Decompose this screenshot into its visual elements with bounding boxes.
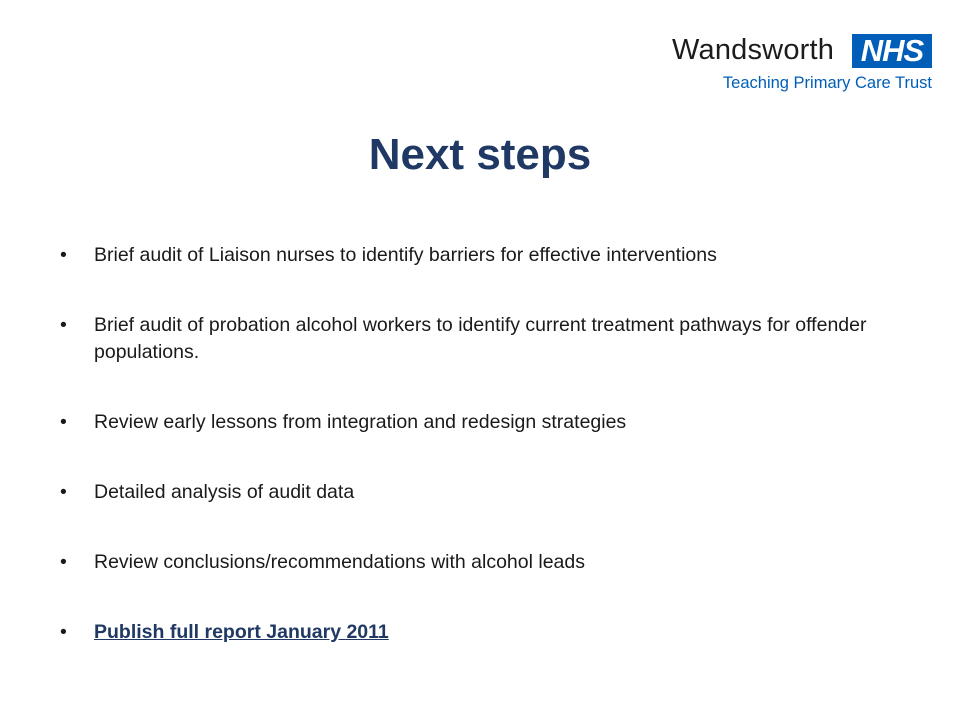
bullet-dot-icon: • <box>60 621 67 643</box>
wandsworth-nhs-logo <box>622 32 932 96</box>
slide-title: Next steps <box>368 130 592 179</box>
nhs-badge-icon: NHS <box>852 34 932 68</box>
bullet-item <box>60 549 890 576</box>
bullet-item <box>60 479 890 506</box>
publish-report-link[interactable]: Publish full report January 2011 <box>94 621 389 643</box>
bullet-text: Detailed analysis of audit data <box>94 481 355 503</box>
bullet-list <box>60 242 890 646</box>
bullet-dot-icon: • <box>60 481 67 503</box>
bullet-dot-icon: • <box>60 411 67 433</box>
bullet-item <box>60 409 890 436</box>
bullet-dot-icon: • <box>60 314 67 336</box>
bullet-item <box>60 619 890 646</box>
bullet-item <box>60 312 890 366</box>
bullet-text: Review early lessons from integration and redesign strategies <box>94 411 627 433</box>
bullet-text: Review conclusions/recommendations with alcohol leads <box>94 551 585 573</box>
bullet-text: Brief audit of Liaison nurses to identify barriers for effective interventions <box>94 244 717 266</box>
bullet-dot-icon: • <box>60 551 67 573</box>
logo-subtitle: Teaching Primary Care Trust <box>722 74 932 92</box>
logo-org-name: Wandsworth <box>672 34 835 66</box>
bullet-text: Brief audit of probation alcohol workers to identify current treatment pathways for offender populations. <box>94 314 867 363</box>
bullet-item <box>60 242 890 269</box>
bullet-dot-icon: • <box>60 244 67 266</box>
